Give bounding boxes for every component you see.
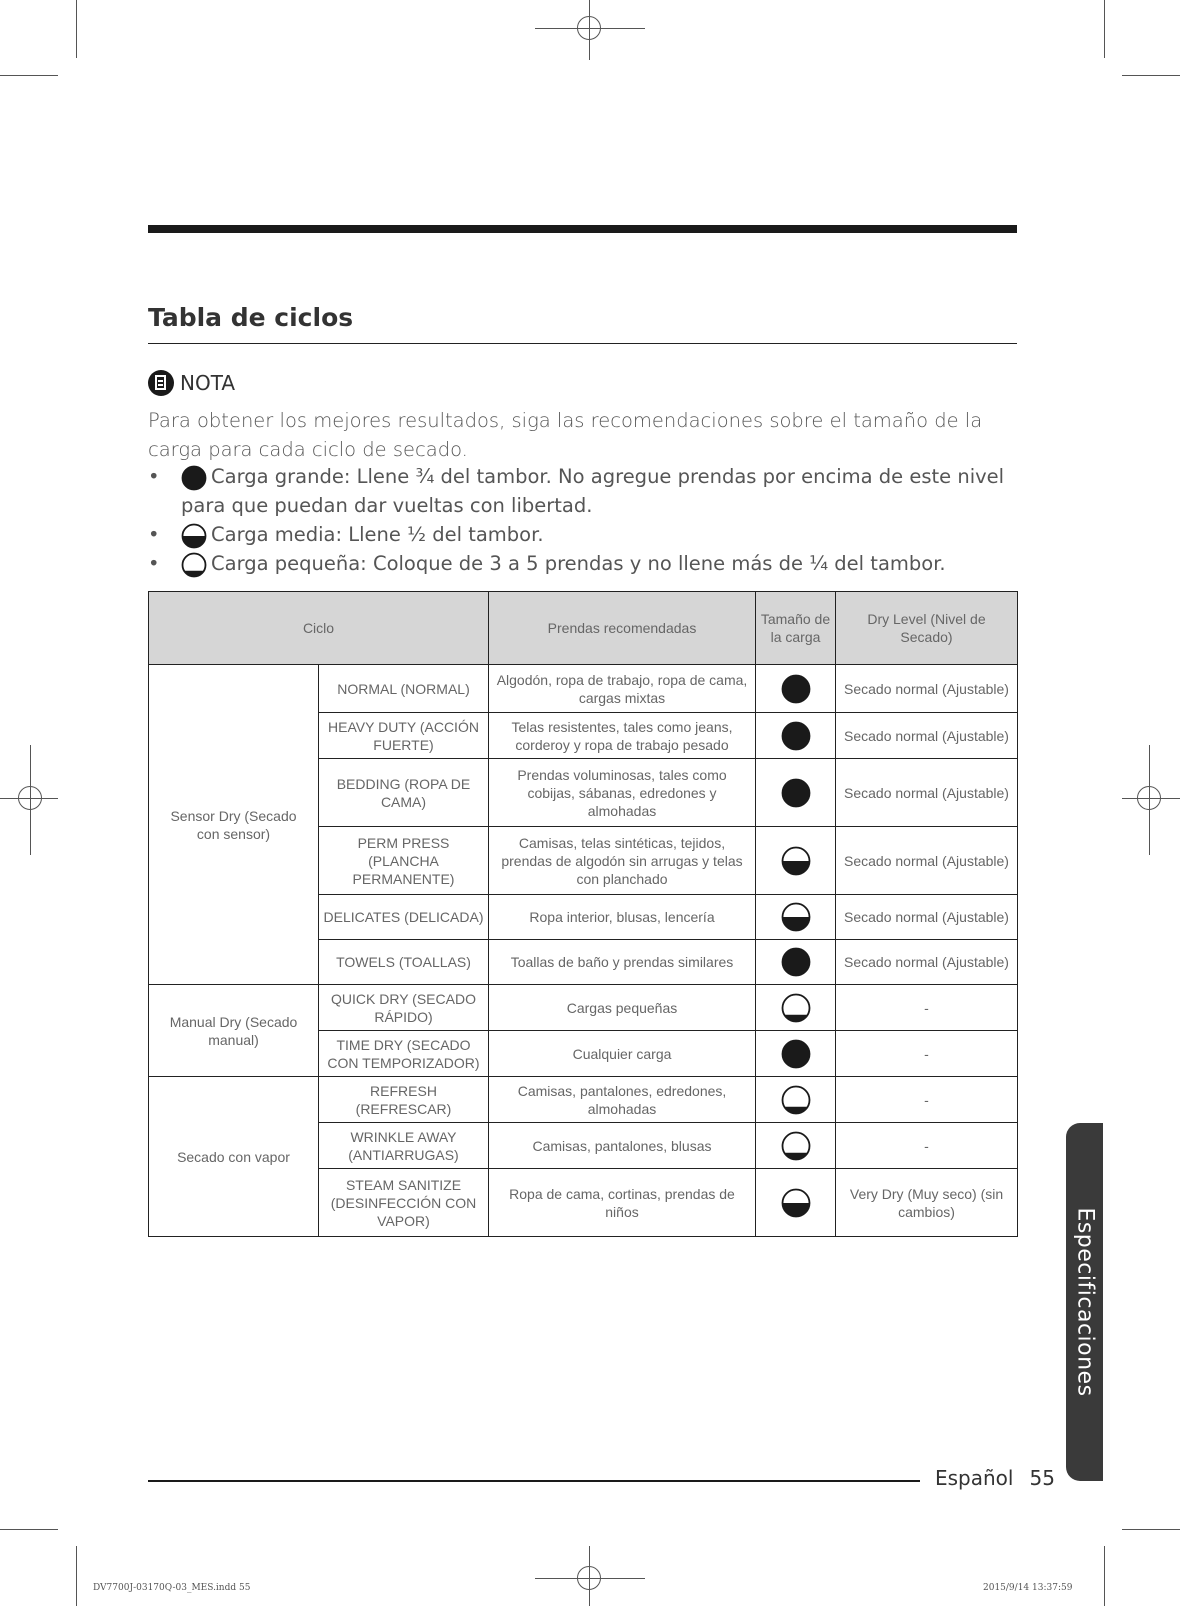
recommended-items: Ropa de cama, cortinas, prendas de niños (489, 1169, 756, 1237)
cycle-table (148, 591, 1018, 1237)
title-rule (148, 343, 1017, 344)
header-rule (148, 225, 1017, 233)
dry-level: Secado normal (Ajustable) (836, 665, 1018, 713)
cycle-name: STEAM SANITIZE (DESINFECCIÓN CON VAPOR) (319, 1169, 489, 1237)
side-tab-label: Especificaciones (1072, 1207, 1097, 1397)
recommended-items: Algodón, ropa de trabajo, ropa de cama, cargas mixtas (489, 665, 756, 713)
load-size-cell (756, 1031, 836, 1077)
load-full-icon (781, 778, 811, 808)
note-heading (148, 370, 235, 396)
dry-level: Secado normal (Ajustable) (836, 895, 1018, 940)
dry-level: - (836, 1123, 1018, 1169)
print-slug-file: DV7700J-03170Q-03_MES.indd 55 (93, 1583, 251, 1593)
recommended-items: Camisas, telas sintéticas, tejidos, prendas de algodón sin arrugas y telas con planchado (489, 827, 756, 895)
recommended-items: Cargas pequeñas (489, 985, 756, 1031)
recommended-items: Camisas, pantalones, edredones, almohadas (489, 1077, 756, 1123)
note-bullets (148, 462, 1018, 578)
load-quarter-icon (781, 1131, 811, 1161)
load-size-cell (756, 1123, 836, 1169)
cycle-group: Sensor Dry (Secado con sensor) (149, 665, 319, 985)
load-full-icon (781, 1039, 811, 1069)
load-full-icon (781, 721, 811, 751)
load-quarter-icon (781, 1085, 811, 1115)
crop-mark (76, 1546, 77, 1606)
load-quarter-icon (781, 993, 811, 1023)
load-size-cell (756, 713, 836, 759)
registration-mark (577, 1566, 601, 1590)
load-full-icon (181, 465, 207, 491)
load-size-cell (756, 665, 836, 713)
header-load: Tamaño de la carga (756, 592, 836, 665)
page-title: Tabla de ciclos (148, 303, 354, 332)
table-row (149, 665, 1018, 713)
footer-language: Español (935, 1466, 1014, 1490)
page-number: 55 (1029, 1466, 1055, 1490)
recommended-items: Telas resistentes, tales como jeans, corderoy y ropa de trabajo pesado (489, 713, 756, 759)
dry-level: Secado normal (Ajustable) (836, 940, 1018, 985)
crop-mark (1104, 1546, 1105, 1606)
load-full-icon (781, 947, 811, 977)
table-row (149, 1077, 1018, 1123)
note-bullet-text: Carga media: Llene ½ del tambor. (211, 523, 544, 546)
dry-level: - (836, 985, 1018, 1031)
load-size-cell (756, 940, 836, 985)
crop-mark (1122, 75, 1180, 76)
recommended-items: Prendas voluminosas, tales como cobijas, sábanas, edredones y almohadas (489, 759, 756, 827)
note-icon (148, 370, 174, 396)
dry-level: Secado normal (Ajustable) (836, 713, 1018, 759)
crop-mark (76, 0, 77, 58)
cycle-group: Secado con vapor (149, 1077, 319, 1237)
load-size-cell (756, 1169, 836, 1237)
cycle-name: TOWELS (TOALLAS) (319, 940, 489, 985)
header-items: Prendas recomendadas (489, 592, 756, 665)
registration-mark (577, 16, 601, 40)
crop-mark (0, 75, 58, 76)
cycle-name: TIME DRY (SECADO CON TEMPORIZADOR) (319, 1031, 489, 1077)
footer (935, 1466, 1055, 1490)
note-bullet (148, 549, 1018, 578)
note-bullet-text: Carga pequeña: Coloque de 3 a 5 prendas y no llene más de ¼ del tambor. (211, 552, 946, 575)
cycle-name: DELICATES (DELICADA) (319, 895, 489, 940)
load-half-icon (781, 1188, 811, 1218)
cycle-name: BEDDING (ROPA DE CAMA) (319, 759, 489, 827)
registration-mark (18, 786, 42, 810)
header-cycle: Ciclo (149, 592, 489, 665)
header-dry-level: Dry Level (Nivel de Secado) (836, 592, 1018, 665)
load-size-cell (756, 759, 836, 827)
cycle-group: Manual Dry (Secado manual) (149, 985, 319, 1077)
load-half-icon (181, 523, 207, 549)
load-half-icon (781, 846, 811, 876)
load-quarter-icon (181, 552, 207, 578)
cycle-name: QUICK DRY (SECADO RÁPIDO) (319, 985, 489, 1031)
dry-level: - (836, 1077, 1018, 1123)
dry-level: - (836, 1031, 1018, 1077)
crop-mark (0, 1529, 58, 1530)
section-side-tab (1066, 1123, 1103, 1481)
dry-level: Very Dry (Muy seco) (sin cambios) (836, 1169, 1018, 1237)
load-size-cell (756, 985, 836, 1031)
table-header-row (149, 592, 1018, 665)
footer-rule (148, 1480, 920, 1482)
registration-mark (1137, 786, 1161, 810)
cycle-name: NORMAL (NORMAL) (319, 665, 489, 713)
load-half-icon (781, 902, 811, 932)
dry-level: Secado normal (Ajustable) (836, 759, 1018, 827)
cycle-name: WRINKLE AWAY (ANTIARRUGAS) (319, 1123, 489, 1169)
load-size-cell (756, 895, 836, 940)
load-full-icon (781, 674, 811, 704)
recommended-items: Cualquier carga (489, 1031, 756, 1077)
load-size-cell (756, 827, 836, 895)
load-size-cell (756, 1077, 836, 1123)
note-intro: Para obtener los mejores resultados, siga las recomendaciones sobre el tamaño de la carga para cada ciclo de secado. (148, 409, 983, 461)
crop-mark (1122, 1529, 1180, 1530)
recommended-items: Camisas, pantalones, blusas (489, 1123, 756, 1169)
cycle-name: PERM PRESS (PLANCHA PERMANENTE) (319, 827, 489, 895)
recommended-items: Ropa interior, blusas, lencería (489, 895, 756, 940)
cycle-name: REFRESH (REFRESCAR) (319, 1077, 489, 1123)
crop-mark (1104, 0, 1105, 58)
note-bullet-text: Carga grande: Llene ¾ del tambor. No agregue prendas por encima de este nivel para que puedan dar vueltas con libertad. (181, 465, 1005, 517)
dry-level: Secado normal (Ajustable) (836, 827, 1018, 895)
print-slug-date: 2015/9/14 13:37:59 (983, 1583, 1073, 1593)
note-bullet (148, 462, 1018, 520)
recommended-items: Toallas de baño y prendas similares (489, 940, 756, 985)
note-label: NOTA (180, 371, 236, 395)
table-row (149, 985, 1018, 1031)
note-bullet (148, 520, 1018, 549)
cycle-name: HEAVY DUTY (ACCIÓN FUERTE) (319, 713, 489, 759)
